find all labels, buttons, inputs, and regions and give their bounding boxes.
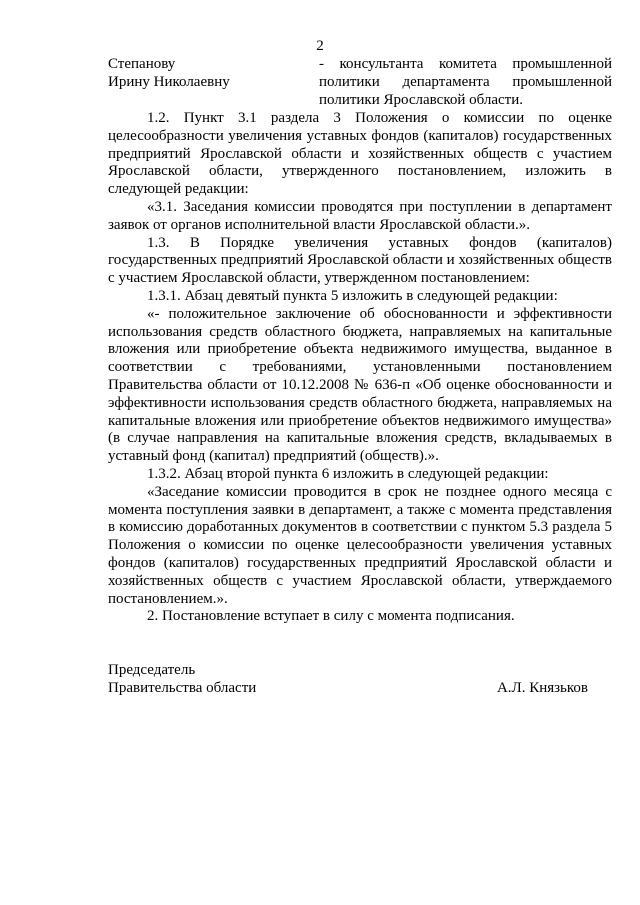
signature-block [108, 662, 588, 698]
page-number: 2 [316, 38, 324, 54]
signature-title-line-2-row [108, 680, 588, 698]
signatory-name: А.Л. Князьков [496, 679, 588, 696]
person-surname: Степанову [108, 56, 176, 72]
signature-title-line-2: Правительства области [108, 679, 257, 696]
paragraph-2: 2. Постановление вступает в силу с момента подписания. [147, 608, 515, 625]
paragraph-quote-3-1: «3.1. Заседания комиссии проводятся при поступлении в департамент заявок от органов исполнительной власти Ярославской области.». [108, 198, 612, 233]
document-body [108, 110, 612, 626]
person-role: - консультанта комитета промышленной политики департамента промышленной политики Ярославской области. [319, 56, 612, 108]
paragraph-1-3-2: 1.3.2. Абзац второй пункта 6 изложить в следующей редакции: [147, 465, 549, 482]
paragraph-quote-conclusion: «- положительное заключение об обоснованности и эффективности использования средств областного бюджета, направляемых на капитальные вложения или приобретение объекта недвижимого имущества, выданное в соответствии с требованиями, установленными постановлением Правительства области от 10.12.2008 № 636-п «Об оценке обоснованности и эффективности использования средств областного бюджета, направляемых на капитальные вложения или приобретение объектов недвижимого имущества» (в случае направления на капитальные вложения средств, вкладываемых в уставный фонд (капитал) предприятий (обществ).». [108, 305, 612, 465]
paragraph-1-3: 1.3. В Порядке увеличения уставных фондов (капиталов) государственных предприятий Ярославской области и хозяйственных обществ с участием Ярославской области, утвержденном постановлением: [108, 234, 612, 287]
paragraph-1-2: 1.2. Пункт 3.1 раздела 3 Положения о комиссии по оценке целесообразности увеличения уставных фондов (капиталов) государственных предприятий Ярославской области и хозяйственных обществ с участием Ярославской области, утвержденного постановлением, изложить в следующей редакции: [108, 110, 612, 198]
paragraph-quote-meeting: «Заседание комиссии проводится в срок не позднее одного месяца с момента поступления заявки в департамент, а также с момента представления в комиссию доработанных документов в соответствии с пунктом 5.3 раздела 5 Положения о комиссии по оценке целесообразности увеличения уставных фондов (капиталов) государственных предприятий Ярославской области и хозяйственных обществ с участием Ярославской области, утверждаемого постановлением.». [108, 483, 612, 607]
person-name [108, 56, 308, 92]
signature-title-line-1: Председатель [108, 662, 196, 678]
person-given-names: Ирину Николаевну [108, 73, 230, 90]
paragraph-1-3-1: 1.3.1. Абзац девятый пункта 5 изложить в следующей редакции: [147, 287, 558, 304]
